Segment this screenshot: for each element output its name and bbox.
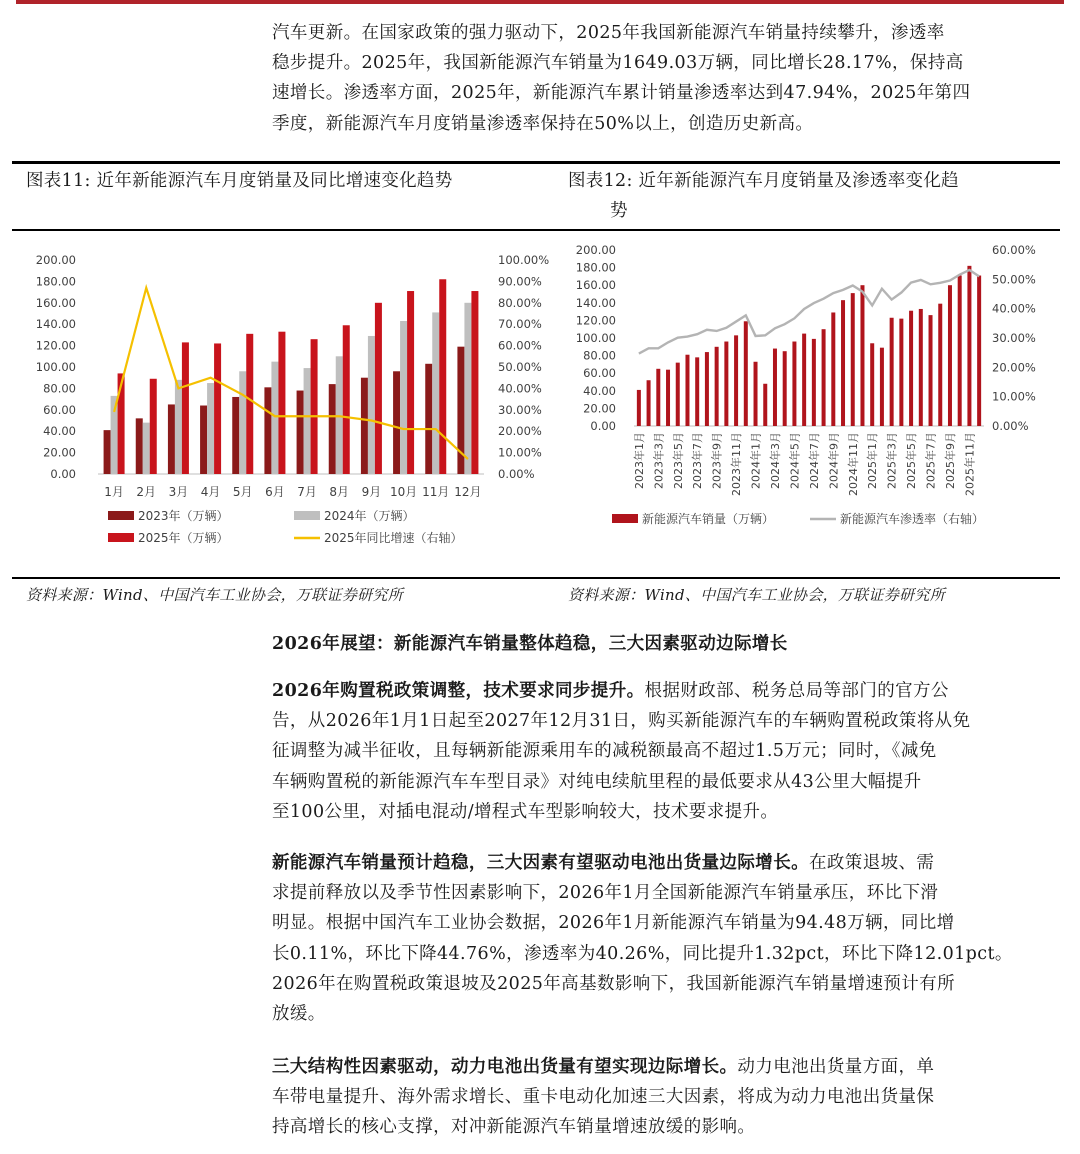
- y-right-tick-label: 50.00%: [498, 360, 542, 374]
- paragraph-line: 长0.11%，环比下降44.76%，渗透率为40.26%，同比提升1.32pct，环比下降12.01pct。: [272, 943, 1013, 964]
- x-tick-label: 4月: [200, 485, 221, 499]
- sales-bar: [919, 309, 923, 426]
- bar-0: [232, 397, 239, 474]
- y-left-tick-label: 0.00: [590, 419, 616, 433]
- y-left-tick-label: 140.00: [575, 295, 616, 310]
- source-note-right: 资料来源：Wind、中国汽车工业协会，万联证券研究所: [568, 586, 946, 604]
- y-right-tick-label: 70.00%: [498, 317, 542, 332]
- chart-fig11: [12, 236, 552, 566]
- paragraph-line: 在政策退坡、需: [809, 853, 935, 873]
- sales-bar: [763, 384, 767, 426]
- sales-bar: [637, 390, 641, 426]
- x-tick-label: 2023年5月: [671, 432, 685, 489]
- y-right-tick-label: 80.00%: [498, 295, 542, 310]
- y-right-tick-label: 30.00%: [498, 402, 542, 417]
- bar-2: [182, 342, 189, 474]
- x-tick-label: 10月: [389, 485, 418, 499]
- intro-paragraph: [272, 18, 1050, 139]
- x-tick-label: 2月: [136, 485, 157, 499]
- bar-1: [400, 321, 407, 474]
- sales-bar: [958, 276, 962, 426]
- y-right-tick-label: 40.00%: [992, 301, 1036, 316]
- bar-1: [464, 303, 471, 474]
- sales-bar: [890, 318, 894, 426]
- x-tick-label: 8月: [329, 485, 350, 499]
- intro-line: 汽车更新。在国家政策的强力驱动下，2025年我国新能源汽车销量持续攀升，渗透率: [272, 23, 945, 43]
- paragraph-lead: 新能源汽车销量预计趋稳，三大因素有望驱动电池出货量边际增长。: [272, 853, 809, 873]
- paragraph-line: 至100公里，对插电混动/增程式车型影响较大，技术要求提升。: [272, 801, 779, 822]
- bar-0: [104, 430, 111, 474]
- bar-2: [439, 279, 446, 474]
- paragraph-line: 动力电池出货量方面，单: [737, 1057, 935, 1077]
- x-tick-label: 5月: [232, 485, 253, 499]
- y-left-tick-label: 140.00: [35, 317, 76, 332]
- x-tick-label: 2025年3月: [885, 432, 899, 489]
- x-tick-label: 2024年9月: [827, 432, 841, 489]
- sales-bar: [938, 304, 942, 426]
- figure-12-title: 图表12: 近年新能源汽车月度销量及渗透率变化趋: [568, 171, 959, 191]
- paragraph-line: 告，从2026年1月1日起至2027年12月31日，购买新能源汽车的车辆购置税政策将从免: [272, 711, 971, 732]
- figure-11-title: 图表11: 近年新能源汽车月度销量及同比增速变化趋势: [26, 171, 453, 191]
- bar-1: [175, 380, 182, 474]
- legend-label: 新能源汽车销量（万辆）: [642, 512, 775, 526]
- y-right-tick-label: 60.00%: [498, 338, 542, 353]
- x-tick-label: 2024年11月: [846, 432, 860, 496]
- y-left-tick-label: 80.00: [583, 348, 616, 363]
- legend-swatch: [612, 514, 638, 523]
- legend-label: 2023年（万辆）: [138, 509, 229, 523]
- legend-swatch: [294, 511, 320, 520]
- intro-line: 稳步提升。2025年，我国新能源汽车销量为1649.03万辆，同比增长28.17%，保持高: [272, 53, 964, 74]
- x-tick-label: 2025年9月: [943, 432, 957, 489]
- sales-bar: [754, 362, 758, 426]
- x-tick-label: 9月: [361, 485, 382, 499]
- x-tick-label: 7月: [297, 485, 317, 499]
- sales-bar: [656, 369, 660, 426]
- paragraph-line: 征调整为减半征收，且每辆新能源乘用车的减税额最高不超过1.5万元；同时，《减免: [272, 741, 937, 762]
- y-left-tick-label: 40.00: [43, 424, 76, 439]
- x-tick-label: 12月: [454, 485, 482, 499]
- bar-0: [136, 418, 143, 474]
- intro-line: 速增长。渗透率方面，2025年，新能源汽车累计销量渗透率达到47.94%，2025年第四: [272, 83, 971, 104]
- bar-2: [311, 339, 318, 474]
- paragraph-line: 车辆购置税的新能源汽车车型目录》对纯电续航里程的最低要求从43公里大幅提升: [272, 771, 922, 792]
- figure-bottom-rule: [12, 577, 1060, 579]
- bar-2: [375, 303, 382, 474]
- bar-0: [329, 384, 336, 474]
- sales-bar: [812, 339, 816, 426]
- y-right-tick-label: 30.00%: [992, 331, 1036, 345]
- y-right-tick-label: 10.00%: [992, 389, 1036, 404]
- y-left-tick-label: 160.00: [35, 295, 76, 310]
- source-note-left: 资料来源：Wind、中国汽车工业协会，万联证券研究所: [26, 586, 404, 604]
- bar-1: [304, 368, 311, 474]
- sales-bar: [831, 312, 835, 426]
- paragraph-line: 车带电量提升、海外需求增长、重卡电动化加速三大因素，将成为动力电池出货量保: [272, 1087, 935, 1108]
- paragraph-lead: 2026年购置税政策调整，技术要求同步提升。: [272, 681, 645, 701]
- x-tick-label: 2025年7月: [924, 432, 938, 489]
- header-accent-bar: [16, 0, 1064, 4]
- y-left-tick-label: 160.00: [575, 278, 616, 293]
- x-tick-label: 2024年5月: [788, 432, 802, 489]
- y-left-tick-label: 0.00: [50, 467, 76, 481]
- legend-label: 新能源汽车渗透率（右轴）: [840, 512, 985, 526]
- x-tick-label: 2023年9月: [710, 432, 724, 489]
- bar-2: [150, 379, 157, 474]
- bar-2: [343, 325, 350, 474]
- sales-bar: [841, 300, 845, 426]
- y-right-tick-label: 20.00%: [498, 424, 542, 439]
- bar-2: [471, 291, 478, 474]
- x-tick-label: 2023年7月: [691, 432, 705, 489]
- paragraph-line: 放缓。: [272, 1004, 326, 1025]
- bar-0: [168, 404, 175, 474]
- y-right-tick-label: 50.00%: [992, 272, 1036, 287]
- figure-12-title-cont: 势: [610, 201, 628, 221]
- sales-bar: [783, 351, 787, 426]
- x-tick-label: 2024年3月: [768, 432, 782, 489]
- paragraph-tax-policy: [272, 676, 1050, 827]
- y-left-tick-label: 120.00: [575, 313, 616, 328]
- y-right-tick-label: 10.00%: [498, 445, 542, 460]
- y-left-tick-label: 120.00: [35, 338, 76, 353]
- y-right-tick-label: 20.00%: [992, 360, 1036, 375]
- y-left-tick-label: 20.00: [583, 401, 616, 416]
- paragraph-lead: 三大结构性因素驱动，动力电池出货量有望实现边际增长。: [272, 1057, 738, 1077]
- bar-0: [425, 364, 432, 474]
- y-right-tick-label: 0.00%: [498, 467, 535, 481]
- y-left-tick-label: 100.00: [35, 360, 76, 374]
- bar-1: [271, 362, 278, 474]
- bar-2: [278, 332, 285, 474]
- y-right-tick-label: 0.00%: [992, 419, 1029, 433]
- sales-bar: [880, 348, 884, 426]
- sales-bar: [695, 357, 699, 426]
- x-tick-label: 2025年1月: [866, 432, 880, 489]
- legend-label: 2024年（万辆）: [324, 509, 415, 523]
- figure-top-rule: [12, 161, 1060, 164]
- bar-2: [214, 343, 221, 474]
- bar-1: [143, 423, 150, 474]
- sales-bar: [647, 380, 651, 426]
- paragraph-battery-drivers: [272, 1052, 1050, 1143]
- paragraph-line: 明显。根据中国汽车工业协会数据，2026年1月新能源汽车销量为94.48万辆，同比增: [272, 913, 955, 934]
- x-tick-label: 2024年1月: [749, 432, 763, 489]
- sales-bar: [715, 347, 719, 426]
- intro-line: 季度，新能源汽车月度销量渗透率保持在50%以上，创造历史新高。: [272, 113, 814, 134]
- legend-swatch: [108, 533, 134, 542]
- y-left-tick-label: 60.00: [583, 366, 616, 381]
- sales-bar: [870, 343, 874, 426]
- bar-0: [297, 391, 304, 474]
- x-tick-label: 2025年5月: [905, 432, 919, 489]
- sales-bar: [734, 335, 738, 426]
- y-right-tick-label: 90.00%: [498, 274, 542, 289]
- sales-bar: [929, 315, 933, 426]
- x-tick-label: 2023年11月: [730, 432, 744, 496]
- legend-swatch: [108, 511, 134, 520]
- paragraph-line: 2026年在购置税政策退坡及2025年高基数影响下，我国新能源汽车销量增速预计有所: [272, 973, 955, 994]
- bar-0: [264, 387, 271, 474]
- legend-label: 2025年（万辆）: [138, 531, 229, 545]
- sales-bar: [744, 321, 748, 426]
- bar-2: [246, 334, 253, 474]
- x-tick-label: 2023年3月: [652, 432, 666, 489]
- y-left-tick-label: 20.00: [43, 445, 76, 460]
- y-right-tick-label: 60.00%: [992, 243, 1036, 257]
- sales-bar: [948, 285, 952, 426]
- sales-bar: [860, 285, 864, 426]
- x-tick-label: 6月: [265, 485, 285, 499]
- sales-bar: [705, 352, 709, 426]
- y-left-tick-label: 180.00: [575, 260, 616, 275]
- sales-bar: [899, 319, 903, 426]
- sales-bar: [967, 266, 971, 426]
- sales-bar: [909, 311, 913, 426]
- paragraph-sales-outlook: [272, 848, 1050, 1029]
- sales-bar: [977, 276, 981, 426]
- growth-line: [114, 288, 468, 459]
- bar-0: [393, 371, 400, 474]
- bar-2: [407, 291, 414, 474]
- section-title: 2026年展望：新能源汽车销量整体趋稳，三大因素驱动边际增长: [272, 634, 788, 654]
- x-tick-label: 2025年11月: [963, 432, 977, 496]
- legend-label: 2025年同比增速（右轴）: [324, 531, 463, 545]
- figure-mid-rule: [12, 229, 1060, 231]
- sales-bar: [802, 334, 806, 426]
- sales-bar: [676, 363, 680, 426]
- sales-bar: [773, 349, 777, 426]
- paragraph-line: 持高增长的核心支撑，对冲新能源汽车销量增速放缓的影响。: [272, 1117, 756, 1138]
- penetration-line: [639, 270, 979, 354]
- y-left-tick-label: 200.00: [35, 253, 76, 267]
- sales-bar: [724, 342, 728, 426]
- x-tick-label: 1月: [104, 485, 124, 499]
- sales-bar: [851, 293, 855, 426]
- x-tick-label: 2024年7月: [807, 432, 821, 489]
- x-tick-label: 3月: [168, 485, 189, 499]
- y-left-tick-label: 180.00: [35, 274, 76, 289]
- bar-0: [361, 378, 368, 474]
- bar-1: [368, 336, 375, 474]
- y-left-tick-label: 100.00: [575, 331, 616, 345]
- paragraph-line: 求提前释放以及季节性因素影响下，2026年1月全国新能源汽车销量承压，环比下滑: [272, 883, 939, 904]
- y-right-tick-label: 100.00%: [498, 253, 550, 267]
- y-left-tick-label: 60.00: [43, 402, 76, 417]
- y-left-tick-label: 40.00: [583, 383, 616, 398]
- x-tick-label: 2023年1月: [632, 432, 646, 489]
- y-left-tick-label: 200.00: [575, 243, 616, 257]
- bar-1: [432, 312, 439, 474]
- sales-bar: [685, 355, 689, 426]
- bar-0: [200, 406, 207, 474]
- bar-1: [207, 383, 214, 474]
- y-left-tick-label: 80.00: [43, 381, 76, 396]
- sales-bar: [792, 342, 796, 426]
- chart-fig12: [560, 236, 1060, 566]
- y-right-tick-label: 40.00%: [498, 381, 542, 396]
- x-tick-label: 11月: [422, 485, 450, 499]
- sales-bar: [666, 370, 670, 426]
- paragraph-line: 根据财政部、税务总局等部门的官方公: [644, 681, 949, 701]
- sales-bar: [822, 329, 826, 426]
- bar-1: [239, 371, 246, 474]
